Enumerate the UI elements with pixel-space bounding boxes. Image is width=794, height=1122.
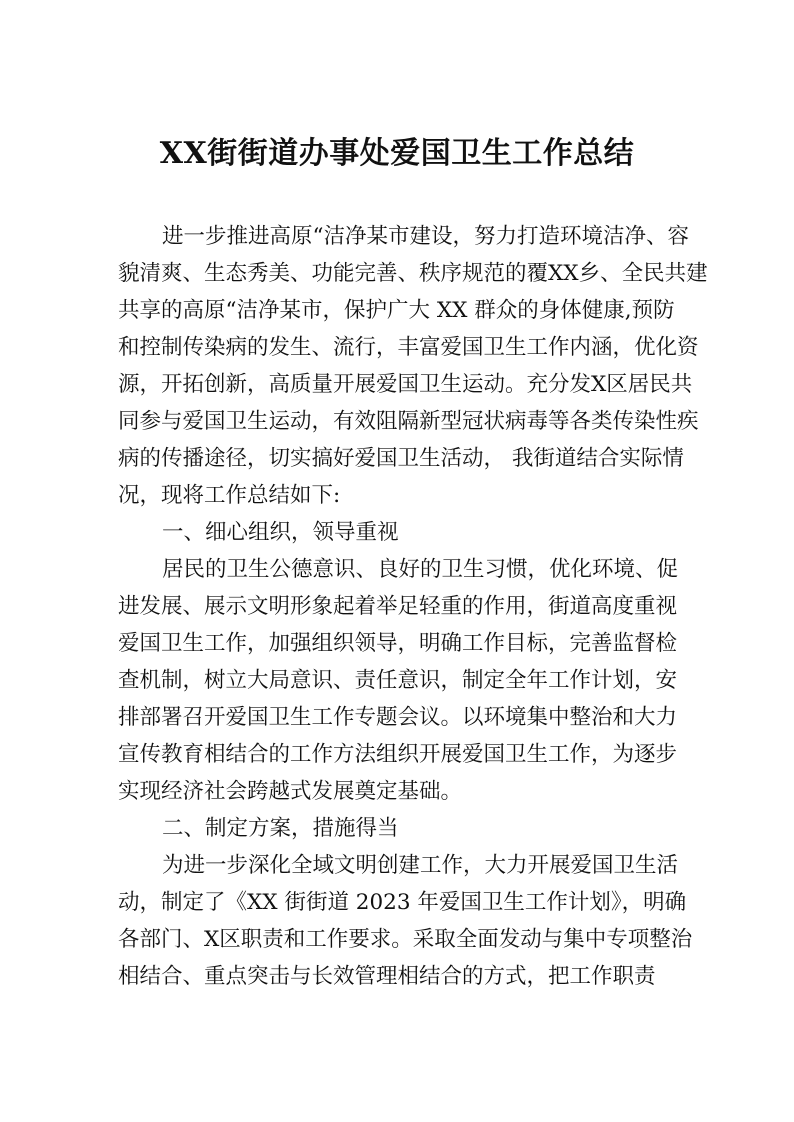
paragraph-line: 各部门、X区职责和工作要求。采取全面发动与集中专项整治 — [118, 927, 693, 952]
section-heading: 二、制定方案，措施得当 — [162, 816, 399, 841]
paragraph-line: 宣传教育相结合的工作方法组织开展爱国卫生工作，为逐步 — [118, 742, 678, 767]
paragraph-line: 和控制传染病的发生、流行，丰富爱国卫生工作内涵，优化资 — [118, 335, 699, 360]
document-body — [118, 218, 708, 995]
paragraph-line: 爱国卫生工作，加强组织领导，明确工作目标，完善监督检 — [118, 631, 678, 656]
paragraph-line: 排部署召开爱国卫生工作专题会议。以环境集中整治和大力 — [118, 705, 678, 730]
paragraph-line: 进一步推进高原“洁净某市建设，努力打造环境洁净、容 — [162, 224, 689, 249]
paragraph-line: 动，制定了《XX 街街道 2023 年爱国卫生工作计划》，明确 — [118, 890, 687, 915]
paragraph-line: 相结合、重点突击与长效管理相结合的方式，把工作职责 — [118, 964, 656, 989]
paragraph-line: 为进一步深化全域文明创建工作，大力开展爱国卫生活 — [162, 853, 679, 878]
paragraph-line: 居民的卫生公德意识、良好的卫生习惯，优化环境、促 — [162, 557, 679, 582]
paragraph-line: 共享的高原“洁净某市，保护广大 XX 群众的身体健康,预防 — [118, 298, 675, 323]
paragraph-line: 源，开拓创新，高质量开展爱国卫生运动。充分发X区居民共 — [118, 372, 693, 397]
paragraph-line: 病的传播途径，切实搞好爱国卫生活动， 我街道结合实际情 — [118, 446, 684, 471]
paragraph-line: 查机制，树立大局意识、责任意识，制定全年工作计划，安 — [118, 668, 678, 693]
paragraph-line: 况，现将工作总结如下: — [118, 483, 341, 508]
paragraph-line: 貌清爽、生态秀美、功能完善、秩序规范的覆XX乡、全民共建 — [118, 261, 708, 286]
paragraph-line: 同参与爱国卫生运动，有效阻隔新型冠状病毒等各类传染性疾 — [118, 409, 699, 434]
paragraph-line: 进发展、展示文明形象起着举足轻重的作用，街道高度重视 — [118, 594, 678, 619]
document-title: XX街街道办事处爱国卫生工作总结 — [159, 136, 635, 171]
paragraph-line: 实现经济社会跨越式发展奠定基础。 — [118, 779, 463, 804]
section-heading: 一、细心组织，领导重视 — [162, 520, 399, 545]
